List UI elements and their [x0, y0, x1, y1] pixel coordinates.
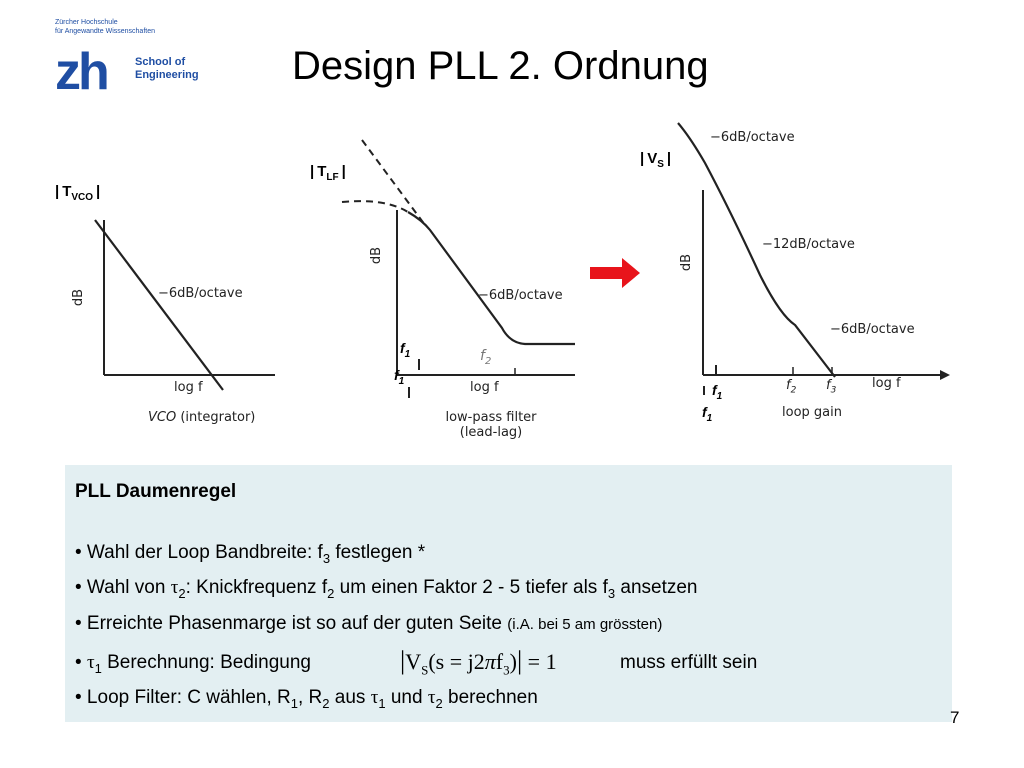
- logo-line-1: Zürcher Hochschule: [55, 19, 118, 26]
- loop-ylabel: dB: [679, 253, 695, 272]
- lf-caption-line-2: (lead-lag): [459, 425, 523, 440]
- vco-response-line: [95, 220, 223, 390]
- lf-ylabel: dB: [369, 246, 385, 265]
- rule-box-heading: PLL Daumenregel: [75, 481, 237, 502]
- vco-slope-label: −6dB/octave: [158, 286, 243, 301]
- lf-slope-label: −6dB/octave: [478, 288, 563, 303]
- vco-caption: VCO (integrator): [148, 410, 256, 425]
- logo-school-line-2: Engineering: [135, 69, 199, 81]
- rule-bullet-4-tail: muss erfüllt sein: [620, 652, 758, 673]
- logo-line-2: für Angewandte Wissenschaften: [55, 28, 156, 35]
- lf-asymptote-dashed: [362, 140, 425, 225]
- vco-plot: [60, 205, 280, 435]
- lf-caption-line-1: low-pass filter: [445, 410, 537, 425]
- lf-f2-label: $f_2$: [480, 348, 492, 367]
- rule-box: [65, 465, 952, 722]
- loop-xlabel: log f: [872, 376, 901, 391]
- loop-x-axis-arrowhead: [940, 370, 950, 380]
- logo-school-line-1: School of: [135, 56, 186, 68]
- loop-magnitude-label: | $V_S$ |: [640, 150, 672, 170]
- page-title: Design PLL 2. Ordnung: [292, 44, 709, 88]
- lf-f1-label-a: $f_1$: [400, 340, 411, 360]
- loop-f3-label: $f_3$: [826, 378, 837, 396]
- vco-magnitude-label: | $T_{VCO}$ |: [55, 183, 101, 203]
- vco-xlabel: log f: [174, 380, 203, 395]
- loop-f1-label-b: $f_1$: [702, 404, 713, 424]
- lf-magnitude-label: | $T_{LF}$ |: [310, 163, 346, 183]
- loop-slope1-label: −6dB/octave: [710, 130, 795, 145]
- loop-slope3-label: −6dB/octave: [830, 322, 915, 337]
- lf-plot: [330, 130, 590, 410]
- loop-f1-label-a: $f_1$: [712, 382, 723, 402]
- condition-formula: $|V_S(s = j2\pi f_3)| = 1$: [400, 646, 557, 678]
- lf-flat-dashed: [342, 201, 408, 212]
- lf-xlabel: log f: [470, 380, 499, 395]
- logo-school: [135, 56, 199, 82]
- rule-bullet-2: • Wahl von $\tau_2$: Knickfrequenz $f_2$ um einen Faktor 2 - 5 tiefer als $f_3$ ansetzen: [75, 577, 698, 601]
- logo-institution-text: [55, 18, 155, 36]
- rule-bullet-4: • $\tau_1$ Berechnung: Bedingung: [75, 652, 311, 676]
- lf-f1-label-b: $f_1$: [394, 367, 405, 387]
- rule-bullet-3: • Erreichte Phasenmarge ist so auf der guten Seite (i.A. bei 5 am grössten): [75, 613, 663, 634]
- loop-plot: [660, 115, 960, 415]
- lf-caption: [436, 410, 546, 440]
- loop-slope2-label: −12dB/octave: [762, 237, 855, 252]
- rule-bullet-5: • Loop Filter: C wählen, $R_1$, $R_2$ aus $\tau_1$ und $\tau_2$ berechnen: [75, 687, 538, 711]
- red-arrow-icon: [590, 258, 642, 288]
- page-number: 7: [950, 708, 960, 727]
- logo-mark: zh: [55, 46, 107, 94]
- lf-response-line: [408, 212, 575, 344]
- loop-f2-label: $f_2$: [786, 378, 797, 396]
- red-arrow-shape: [590, 258, 640, 288]
- loop-caption: loop gain: [782, 405, 842, 420]
- vco-ylabel: dB: [71, 288, 87, 307]
- rule-bullet-1: • Wahl der Loop Bandbreite: $f_3$ festlegen *: [75, 542, 426, 566]
